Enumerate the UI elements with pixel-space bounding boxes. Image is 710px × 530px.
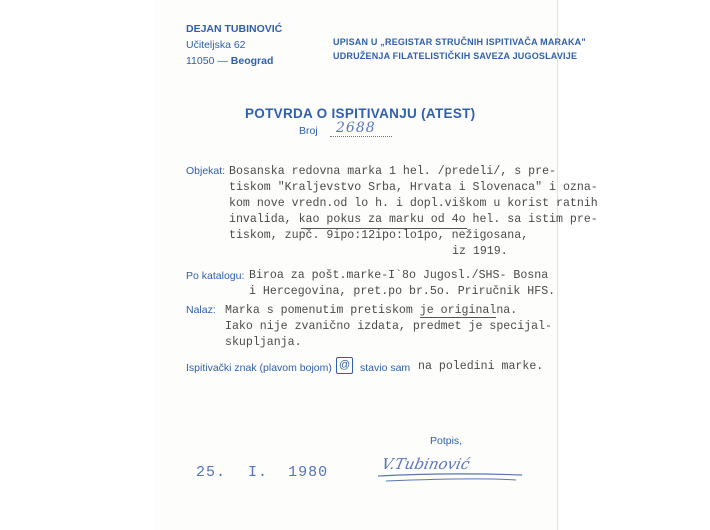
stamp-mark-label: Ispitivački znak (plavom bojom) — [186, 362, 332, 374]
stamp-location: na poledini marke. — [418, 360, 544, 373]
sender-city: Beograd — [230, 55, 274, 67]
object-line: kom nove vredn.od lo h. i dopl.viškom u korist ratnih — [229, 197, 598, 210]
signature-flourish — [376, 470, 528, 484]
object-label: Objekat: — [186, 165, 226, 177]
date-day: 25. — [196, 464, 227, 481]
number-label: Broj — [299, 125, 318, 137]
sender-street: Učiteljska 62 — [186, 39, 246, 51]
object-text — [229, 164, 598, 244]
object-line: tiskom, zupč. 9ipo:12ipo:lo1po, nežigosana, — [229, 229, 529, 242]
number-underline — [330, 136, 392, 137]
object-line: invalida, kao pokus za marku od 4o hel. sa istim pre- — [229, 213, 598, 226]
object-underline — [301, 228, 467, 229]
object-year: iz 1919. — [452, 245, 508, 258]
sender-postal-code: 11050 — [186, 55, 215, 67]
object-line: Bosanska redovna marka 1 hel. /predeli/, s pre- — [229, 165, 556, 178]
finding-underline — [420, 317, 496, 318]
sender-city-line — [186, 55, 273, 67]
document-sheet — [155, 0, 560, 530]
object-line: tiskom "Kraljevstvo Srba, Hrvata i Slovenaca" i ozna- — [229, 181, 598, 194]
sender-city-separator: — — [217, 55, 228, 67]
date-stamp — [196, 464, 328, 481]
catalog-label: Po katalogu: — [186, 270, 245, 282]
catalog-line: i Hercegovina, pret.po br.5o. Priručnik HFS. — [249, 285, 556, 298]
registry-line-2: UDRUŽENJA FILATELISTIČKIH SAVEZA JUGOSLAVIJE — [333, 51, 578, 61]
stavio-label: stavio sam — [360, 362, 411, 374]
inspection-mark-icon: @ — [339, 359, 351, 371]
finding-text — [225, 303, 552, 351]
inspection-mark-box — [336, 357, 353, 374]
page-edge — [557, 0, 558, 530]
sender-name: DEJAN TUBINOVIĆ — [186, 23, 283, 35]
registry-line-1: UPISAN U „REGISTAR STRUČNIH ISPITIVAČA MARAKA" — [333, 37, 586, 47]
signature-label: Potpis, — [430, 435, 463, 447]
catalog-line: Biroa za pošt.marke-I`8o Jugosl./SHS- Bosna — [249, 269, 549, 282]
date-month: I. — [248, 464, 269, 481]
document-title: POTVRDA O ISPITIVANJU (ATEST) — [245, 106, 476, 121]
finding-line: Iako nije zvanično izdata, predmet je specijal- — [225, 320, 552, 333]
signature: V.Tubinović — [380, 455, 472, 473]
date-year: 1980 — [288, 464, 329, 481]
finding-line: skupljanja. — [225, 336, 302, 349]
finding-line: Marka s pomenutim pretiskom je originalna. — [225, 304, 518, 317]
finding-label: Nalaz: — [186, 304, 216, 316]
catalog-text — [249, 268, 555, 300]
document-number: 2688 — [336, 120, 376, 136]
